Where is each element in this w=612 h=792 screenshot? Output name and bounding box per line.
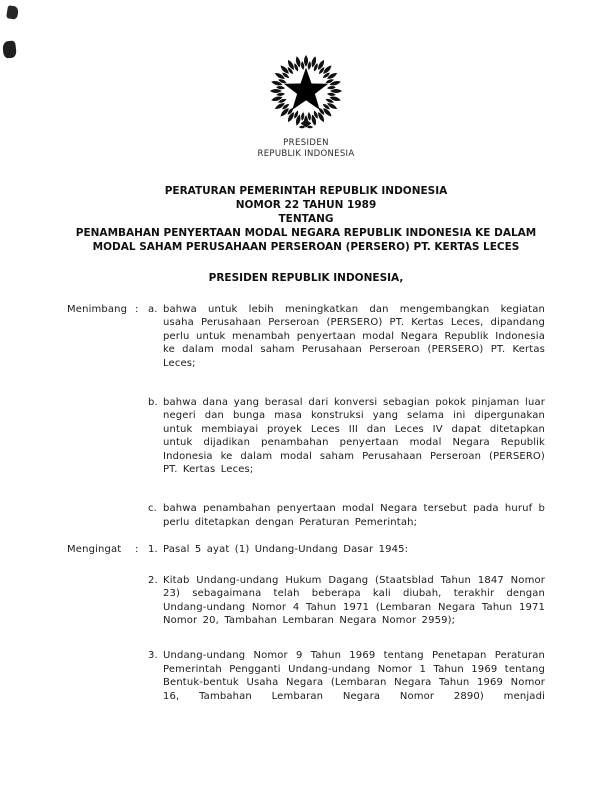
presiden-label: PRESIDEN [283,138,329,148]
scan-artifact-mark [6,5,19,20]
section-label-mengingat: Mengingat [67,544,122,556]
item-marker: 2. [148,574,158,586]
item-text: Kitab Undang-undang Hukum Dagang (Staatsblad Tahun 1847 Nomor 23) sebagaimana telah beberapa kali diubah, terakhir dengan Undang-undang Nomor 4 Tahun 1971 (Lembaran Negara Tahun 1971 Nomor 20, Tambahan Lembaran Negara Nomor 2959); [163,574,545,626]
star-icon [284,68,328,110]
item-text: bahwa penambahan penyertaan modal Negara tersebut pada huruf b perlu ditetapkan dengan Peraturan Pemerintah; [163,503,545,528]
title-line-5: MODAL SAHAM PERUSAHAAN PERSEROAN (PERSERO) PT. KERTAS LECES [92,241,520,253]
item-text: Undang-undang Nomor 9 Tahun 1969 tentang Penetapan Peraturan Pemerintah Pengganti Undang-undang Nomor 1 Tahun 1969 tentang Bentuk-bentuk Usaha Negara (Lembaran Negara Tahun 1969 Nomor 16, Tambahan Lembaran Negara Nomor 2890) menjadi [163,650,545,702]
item-text: bahwa dana yang berasal dari konversi sebagian pokok pinjaman luar negeri dan bunga masa konstruksi yang selama ini dipergunakan untuk membiayai proyek Leces III dan Leces IV dapat ditetapkan untuk dijadikan penambahan penyertaan modal Negara Republik Indonesia ke dalam modal saham Perusahaan Perseroan (PERSERO) PT. Kertas Leces; [163,397,545,476]
title-line-4: PENAMBAHAN PENYERTAAN MODAL NEGARA REPUBLIK INDONESIA KE DALAM [75,227,537,239]
document-body [67,303,545,703]
mengingat-item-3 [67,649,545,703]
item-marker: a. [148,304,158,315]
star-wreath-emblem-icon [259,46,353,136]
preamble-heading: PRESIDEN REPUBLIK INDONESIA, [208,272,404,284]
section-label-menimbang: Menimbang [67,304,128,315]
menimbang-item-a [67,303,545,370]
item-marker: 1. [148,544,158,556]
item-text: Pasal 5 ayat (1) Undang-Undang Dasar 1945: [163,544,409,556]
document-title [0,184,612,254]
item-marker: 3. [148,650,158,662]
item-marker: c. [148,503,157,515]
title-line-3: TENTANG [278,213,334,225]
mengingat-item-1 [67,543,545,556]
title-line-1: PERATURAN PEMERINTAH REPUBLIK INDONESIA [164,185,448,197]
mengingat-item-2 [67,574,545,628]
menimbang-item-c [67,502,545,529]
republik-indonesia-label: REPUBLIK INDONESIA [257,149,355,159]
scan-artifact-mark [2,40,17,58]
colon-separator: : [135,544,139,556]
title-line-2: NOMOR 22 TAHUN 1989 [235,199,377,211]
item-text: bahwa untuk lebih meningkatkan dan mengembangkan kegiatan usaha Perusahaan Perseroan (PERSERO) PT. Kertas Leces, dipandang perlu untuk menambah penyertaan modal Negara Republik Indonesia ke dalam modal saham Perusahaan Perseroan (PERSERO) PT. Kertas Leces; [163,304,545,369]
menimbang-item-b [67,396,545,476]
item-marker: b. [148,397,158,409]
colon-separator: : [135,304,139,315]
